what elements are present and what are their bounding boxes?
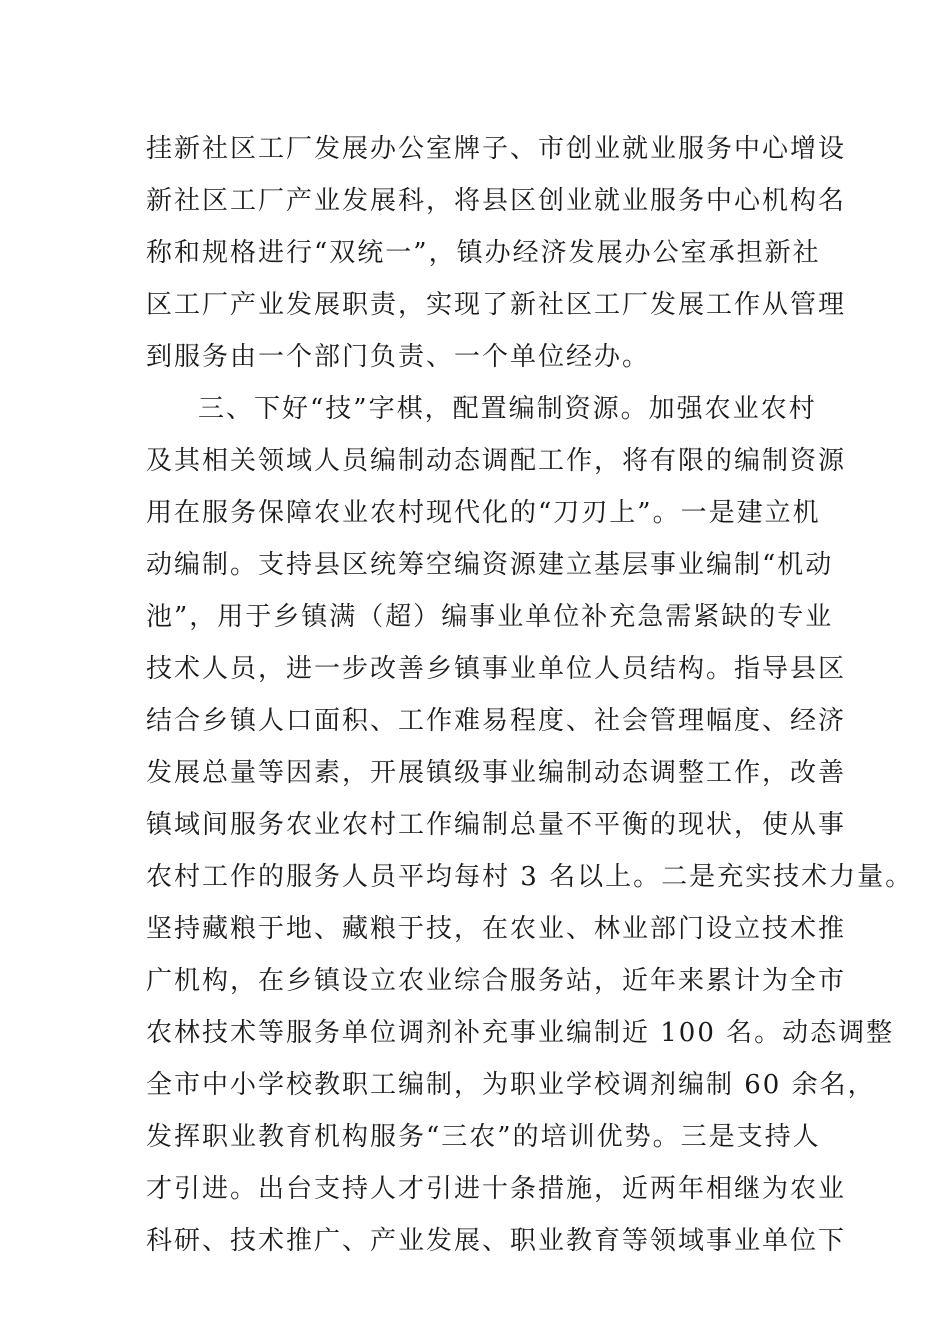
text-line: 全市中小学校教职工编制，为职业学校调剂编制 60 余名， <box>146 1070 876 1100</box>
text-line: 区工厂产业发展职责，实现了新社区工厂发展工作从管理 <box>146 290 847 320</box>
text-line: 挂新社区工厂发展办公室牌子、市创业就业服务中心增设 <box>146 134 847 164</box>
text-line: 及其相关领域人员编制动态调配工作，将有限的编制资源 <box>146 446 847 476</box>
text-line: 用在服务保障农业农村现代化的“刀刃上”。一是建立机 <box>146 498 821 528</box>
text-line: 结合乡镇人口面积、工作难易程度、社会管理幅度、经济 <box>146 706 847 736</box>
text-line: 广机构，在乡镇设立农业综合服务站，近年来累计为全市 <box>146 966 847 996</box>
text-line: 镇域间服务农业农村工作编制总量不平衡的现状，使从事 <box>146 810 847 840</box>
text-line: 动编制。支持县区统筹空编资源建立基层事业编制“机动 <box>146 550 834 580</box>
text-line: 到服务由一个部门负责、一个单位经办。 <box>146 342 651 372</box>
text-line: 新社区工厂产业发展科，将县区创业就业服务中心机构名 <box>146 186 847 216</box>
text-line: 农林技术等服务单位调剂补充事业编制近 100 名。动态调整 <box>146 1018 895 1048</box>
text-line: 三、下好“技”字棋，配置编制资源。加强农业农村 <box>198 394 817 424</box>
text-line: 科研、技术推广、产业发展、职业教育等领域事业单位下 <box>146 1226 847 1256</box>
text-line: 发展总量等因素，开展镇级事业编制动态调整工作，改善 <box>146 758 847 788</box>
text-line: 才引进。出台支持人才引进十条措施，近两年相继为农业 <box>146 1174 847 1204</box>
text-line: 坚持藏粮于地、藏粮于技，在农业、林业部门设立技术推 <box>146 914 847 944</box>
text-line: 池”，用于乡镇满（超）编事业单位补充急需紧缺的专业 <box>146 602 834 632</box>
text-line: 技术人员，进一步改善乡镇事业单位人员结构。指导县区 <box>146 654 847 684</box>
text-line: 发挥职业教育机构服务“三农”的培训优势。三是支持人 <box>146 1122 821 1152</box>
text-line: 称和规格进行“双统一”，镇办经济发展办公室承担新社 <box>146 238 821 268</box>
text-line: 农村工作的服务人员平均每村 3 名以上。二是充实技术力量。 <box>146 862 914 892</box>
